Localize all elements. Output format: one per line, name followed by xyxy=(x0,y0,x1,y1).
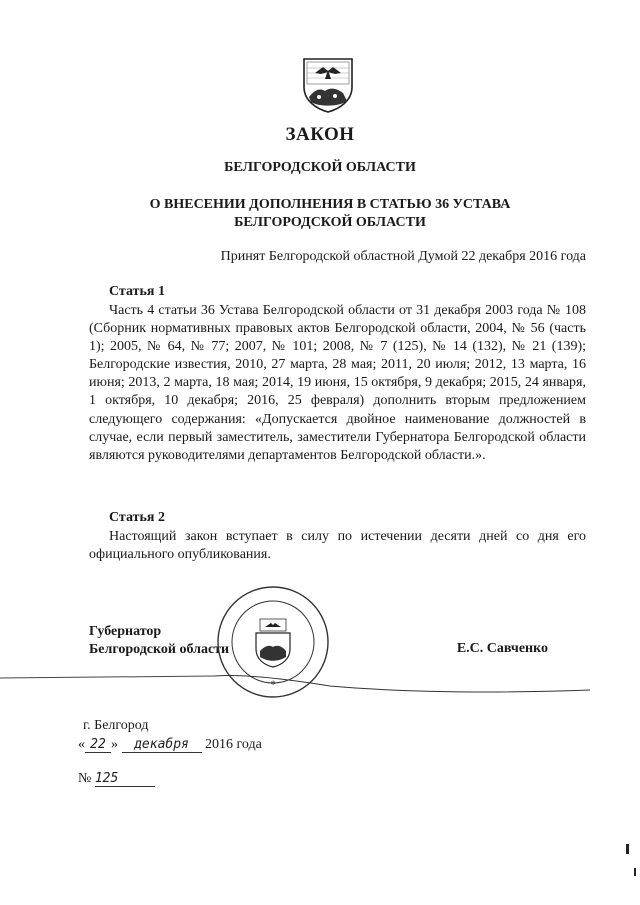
governor-title xyxy=(89,623,229,659)
document-subject xyxy=(140,196,520,232)
scan-mark xyxy=(626,844,629,854)
document-subject-line1: О ВНЕСЕНИИ ДОПОЛНЕНИЯ В СТАТЬЮ 36 УСТАВА xyxy=(149,197,511,212)
governor-title-line1: Губернатор xyxy=(89,624,162,639)
article-2-text: Настоящий закон вступает в силу по истечении десяти дней со дня его официального опубликования. xyxy=(89,529,586,563)
adoption-note: Принят Белгородской областной Думой 22 декабря 2016 года xyxy=(220,249,586,264)
date-day: 22 xyxy=(85,737,111,753)
coat-of-arms-icon xyxy=(299,57,357,113)
governor-name: Е.С. Савченко xyxy=(456,641,548,656)
number-prefix: № xyxy=(78,771,92,786)
article-1-text: Часть 4 статьи 36 Устава Белгородской области от 31 декабря 2003 года № 108 (Сборник нормативных правовых актов Белгородской области, 2004, № 56 (часть 1); 2005, № 64, № 77; 2007, № 101; 2008, № 7 (125), № 14 (132), № 21 (139); Белгородские известия, 2010, 27 марта, 28 мая; 2011, 20 июля; 2012, 13 марта, 16 июня; 2013, 2 марта, 18 мая; 2014, 19 июня, 15 октября, 9 декабря; 2015, 24 января, 1 октября, 10 декабря; 2016, 25 февраля) дополнить вторым предложением следующего содержания: «Допускается двойное наименование должностей в случае, если первый заместитель, заместители Губернатора Белгородской области являются руководителями департаментов Белгородской области.». xyxy=(89,303,586,463)
article-1-heading: Статья 1 xyxy=(109,284,165,299)
svg-text:✲: ✲ xyxy=(270,680,276,687)
document-title: ЗАКОН xyxy=(285,124,355,145)
scan-mark xyxy=(634,868,636,876)
date-close-quote: » xyxy=(111,737,118,752)
signing-date xyxy=(78,737,262,753)
place-of-signing: г. Белгород xyxy=(83,718,149,733)
article-2-heading: Статья 2 xyxy=(109,510,165,525)
date-month: декабря xyxy=(122,737,202,753)
official-seal-icon xyxy=(216,585,330,699)
law-number xyxy=(78,771,155,787)
governor-title-line2: Белгородской области xyxy=(89,642,230,657)
document-subject-line2: БЕЛГОРОДСКОЙ ОБЛАСТИ xyxy=(234,215,426,230)
document-region: БЕЛГОРОДСКОЙ ОБЛАСТИ xyxy=(224,160,416,175)
number-value: 125 xyxy=(95,771,155,787)
date-year: 2016 года xyxy=(205,737,262,752)
date-open-quote: « xyxy=(78,737,85,752)
